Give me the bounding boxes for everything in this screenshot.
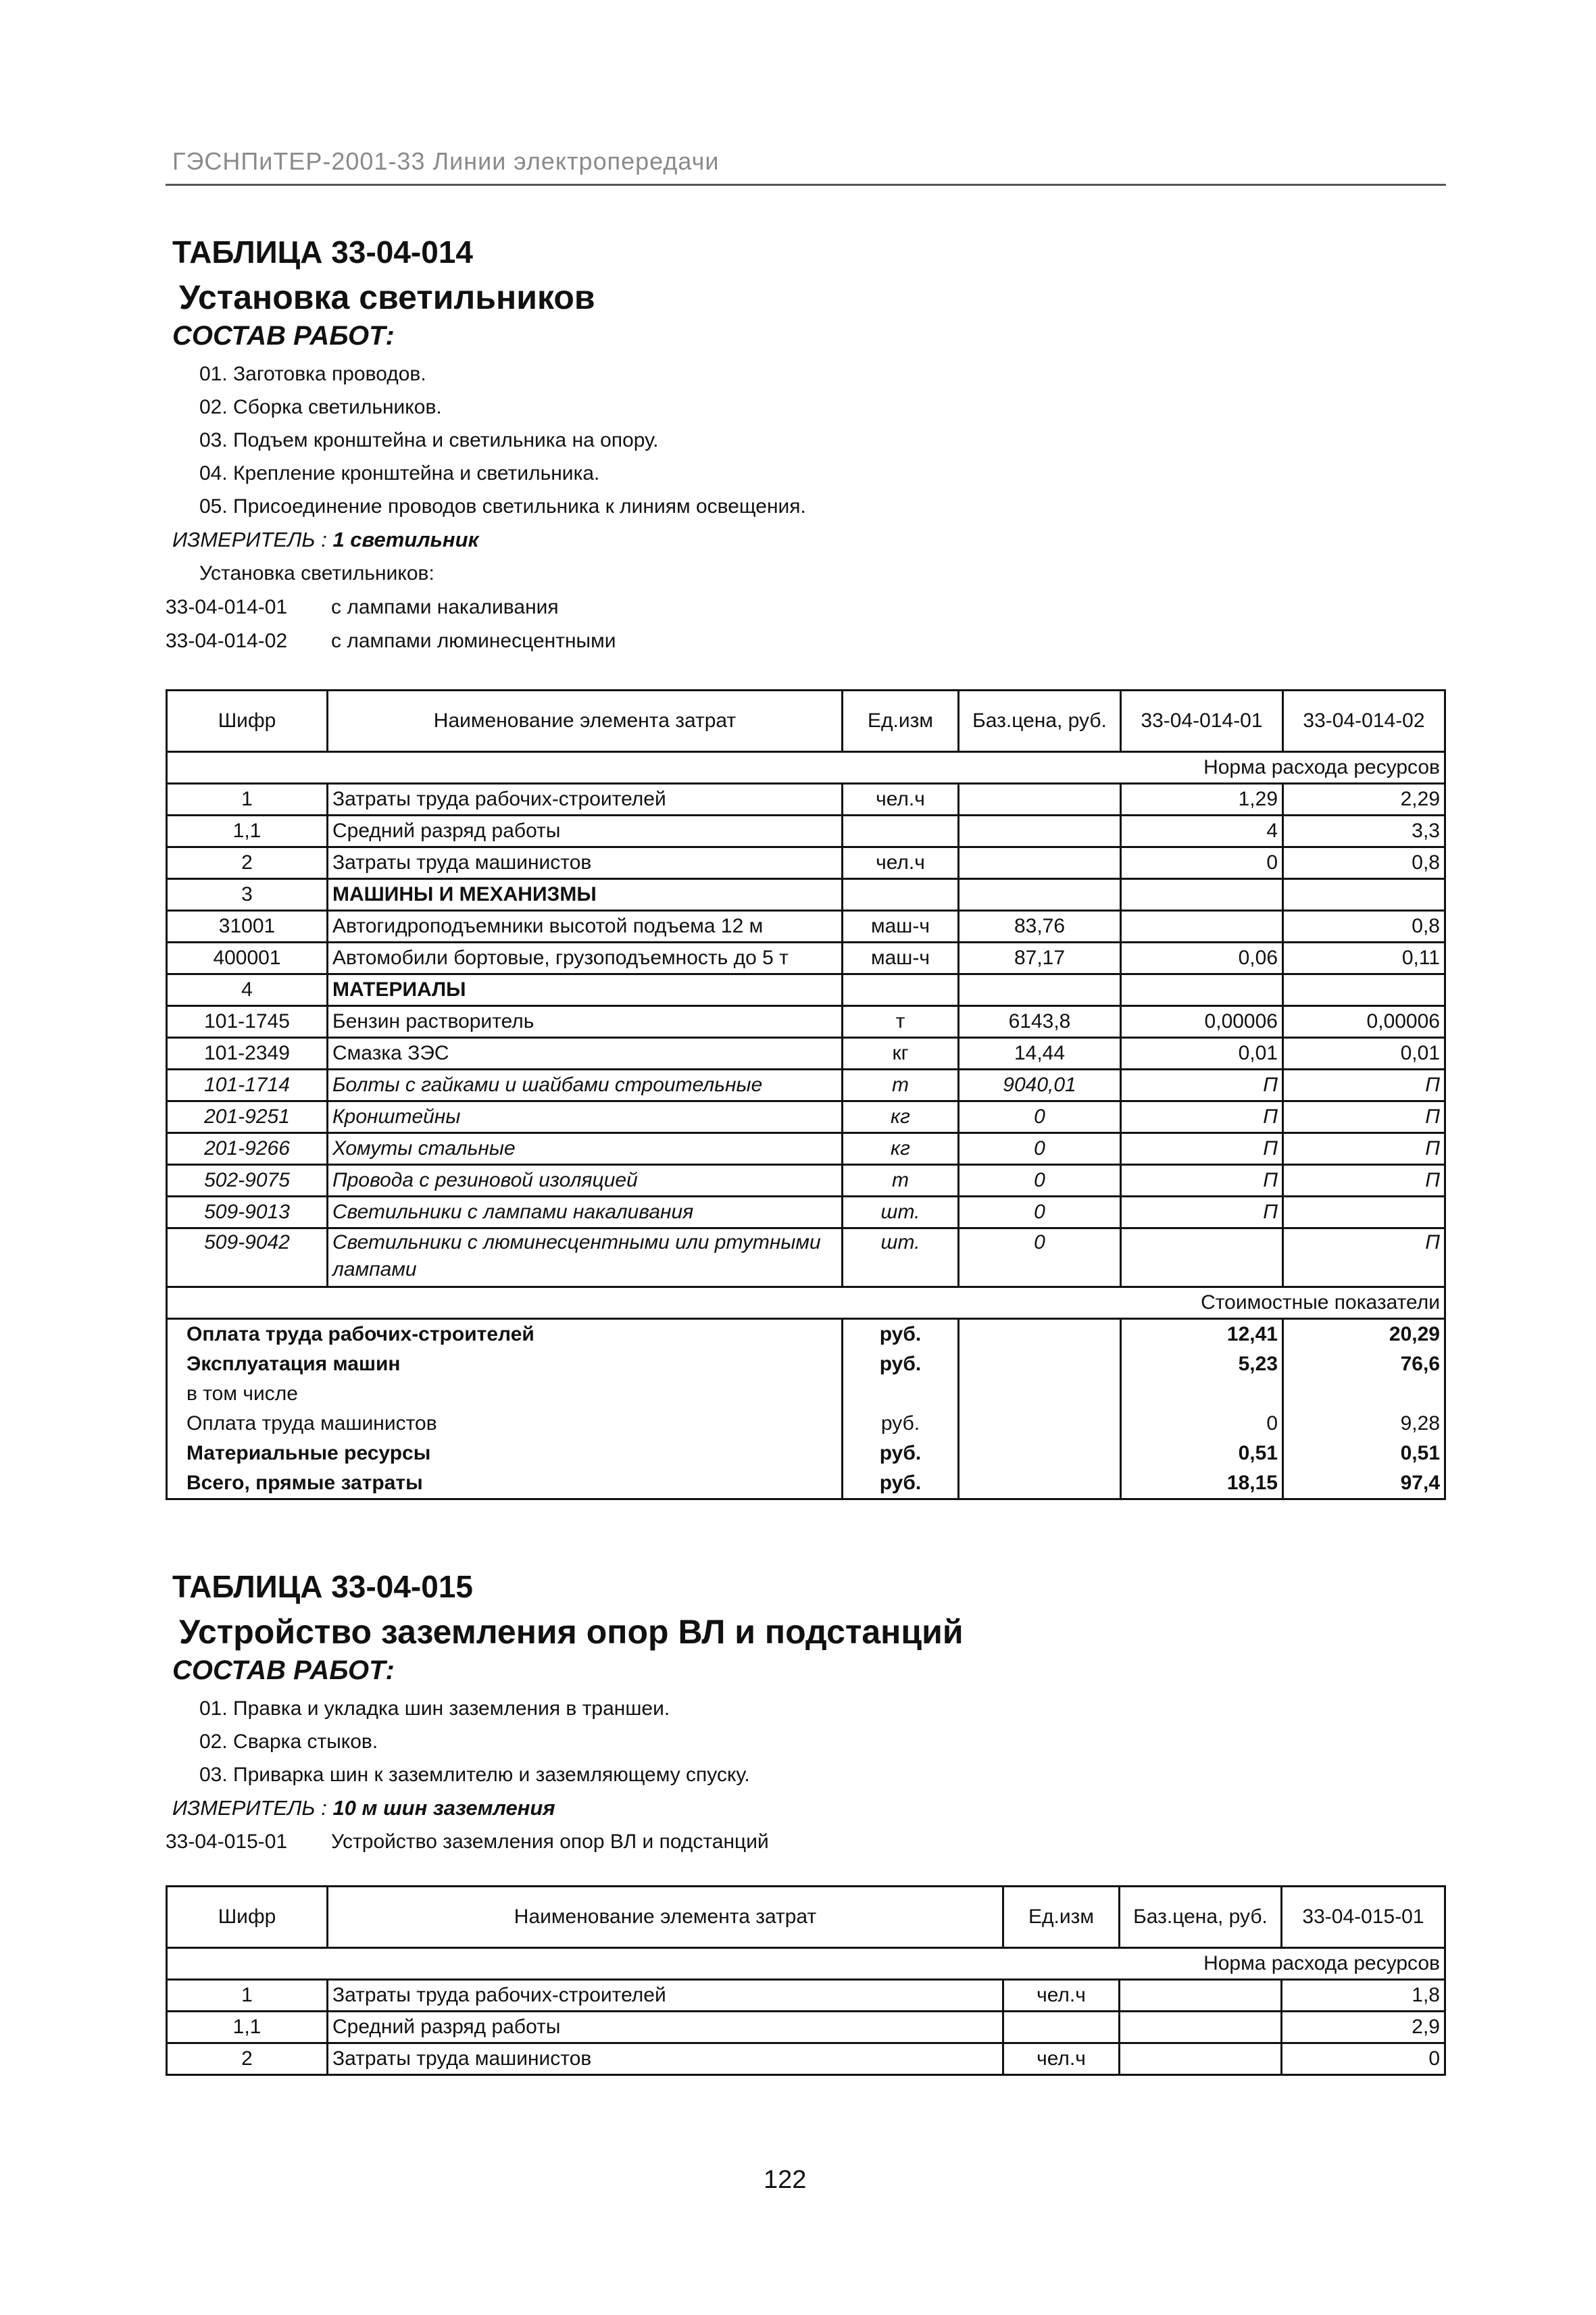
cost-price-empty [959,1468,1121,1499]
cell-variant-1: 0 [1282,2043,1445,2075]
cell-name: Смазка ЗЭС [328,1038,843,1070]
header-variant-1: 33-04-015-01 [1282,1887,1445,1948]
cell-name: Светильники с люминесцентными или ртутными лампами [328,1228,843,1287]
cell-code: 101-1714 [167,1070,328,1101]
cell-name: Провода с резиновой изоляцией [328,1165,843,1197]
cell-unit: кг [843,1038,959,1070]
cell-code: 101-1745 [167,1006,328,1038]
cell-price [1120,2043,1282,2075]
cell-variant-2: П [1283,1101,1445,1133]
cost-variant-2 [1283,1379,1445,1409]
cell-variant-1: П [1121,1101,1283,1133]
cell-variant-2 [1283,879,1445,911]
cost-variant-1: 0,51 [1121,1439,1283,1468]
cell-variant-1: П [1121,1197,1283,1228]
cell-variant-2 [1283,1197,1445,1228]
cell-variant-1: 1,29 [1121,784,1283,816]
cell-code: 3 [167,879,328,911]
work-steps-list [199,357,1449,523]
section-table-33-04-015 [166,1568,1449,1859]
cell-variant-1: 0,01 [1121,1038,1283,1070]
table-row [167,911,1445,943]
cell-code: 2 [167,847,328,879]
cell-unit [1003,2012,1120,2043]
header-price: Баз.цена, руб. [1120,1887,1282,1948]
cell-name: Автомобили бортовые, грузоподъемность до 5 т [328,943,843,974]
cell-variant-2: П [1283,1133,1445,1165]
measure-value: 1 светильник [332,528,479,551]
table-row [167,1980,1445,2012]
cost-row [167,1319,1445,1350]
measure-label: ИЗМЕРИТЕЛЬ : [172,528,327,551]
cost-label-row [167,1287,1445,1319]
cell-code: 101-2349 [167,1038,328,1070]
table-row [167,1133,1445,1165]
cell-variant-1: П [1121,1165,1283,1197]
cost-unit [843,1379,959,1409]
cell-price: 0 [959,1165,1121,1197]
cell-code: 31001 [167,911,328,943]
cell-variant-2: 0,11 [1283,943,1445,974]
cell-price [959,974,1121,1006]
header-rule [166,184,1446,186]
cell-unit [843,816,959,847]
cell-code: 400001 [167,943,328,974]
work-title: Устройство заземления опор ВЛ и подстанций [179,1613,964,1651]
cell-name: Средний разряд работы [328,816,843,847]
header-code: Шифр [167,1887,328,1948]
cost-name: Всего, прямые затраты [167,1468,843,1499]
cell-name: Затраты труда рабочих-строителей [328,784,843,816]
work-step: 03. Приварка шин к заземлителю и заземляющему спуску. [199,1764,750,1786]
cell-variant-1: 0 [1121,847,1283,879]
cost-unit: руб. [843,1409,959,1439]
section-table-33-04-014 [166,233,1449,658]
cell-variant-2: 3,3 [1283,816,1445,847]
cell-variant-1: 2,9 [1282,2012,1445,2043]
cell-unit: т [843,1165,959,1197]
cost-variant-1: 0 [1121,1409,1283,1439]
cost-unit: руб. [843,1468,959,1499]
cost-variant-2: 9,28 [1283,1409,1445,1439]
work-step: 01. Правка и укладка шин заземления в траншеи. [199,1697,670,1720]
cell-name: Затраты труда машинистов [328,847,843,879]
variant-item [166,1825,1449,1859]
table-row [167,1101,1445,1133]
cost-variant-2: 97,4 [1283,1468,1445,1499]
cost-price-empty [959,1379,1121,1409]
cell-variant-2: П [1283,1228,1445,1287]
cell-code: 4 [167,974,328,1006]
variant-item [166,591,1449,624]
cell-price [959,816,1121,847]
header-name: Наименование элемента затрат [328,1887,1003,1948]
cost-name: Оплата труда рабочих-строителей [167,1319,843,1350]
cell-price [959,879,1121,911]
norm-label: Норма расхода ресурсов [167,752,1445,784]
cell-unit: чел.ч [1003,1980,1120,2012]
table-title: ТАБЛИЦА 33-04-015 [172,1569,473,1604]
cell-variant-1: 4 [1121,816,1283,847]
work-steps-list [199,1692,1449,1791]
cell-unit: маш-ч [843,943,959,974]
table-row [167,1197,1445,1228]
cell-name: Автогидроподъемники высотой подъема 12 м [328,911,843,943]
measure-line [172,1791,1449,1825]
cell-price: 6143,8 [959,1006,1121,1038]
cost-row [167,1409,1445,1439]
measure-value: 10 м шин заземления [332,1796,555,1820]
cost-variant-2: 0,51 [1283,1439,1445,1468]
header-unit: Ед.изм [843,691,959,752]
cell-variant-1 [1121,974,1283,1006]
table-row [167,1070,1445,1101]
work-step: 01. Заготовка проводов. [199,363,426,385]
cell-unit: чел.ч [843,784,959,816]
cell-variant-1: 0,06 [1121,943,1283,974]
cell-name: МАШИНЫ И МЕХАНИЗМЫ [328,879,843,911]
header-price: Баз.цена, руб. [959,691,1121,752]
table-title: ТАБЛИЦА 33-04-014 [172,234,473,270]
cell-unit: чел.ч [843,847,959,879]
table-row [167,2043,1445,2075]
measure-label: ИЗМЕРИТЕЛЬ : [172,1796,327,1820]
cell-variant-1: П [1121,1133,1283,1165]
cell-code: 1,1 [167,816,328,847]
cell-unit: т [843,1006,959,1038]
cost-price-empty [959,1319,1121,1350]
work-composition-label: СОСТАВ РАБОТ: [172,1656,395,1685]
measure-line [172,523,1449,557]
table-row [167,1228,1445,1287]
cell-price: 14,44 [959,1038,1121,1070]
cost-row [167,1468,1445,1499]
cost-price-empty [959,1349,1121,1379]
cost-price-empty [959,1439,1121,1468]
cell-code: 1 [167,784,328,816]
cell-unit: кг [843,1133,959,1165]
table-row [167,1038,1445,1070]
cell-variant-1 [1121,1228,1283,1287]
work-step: 03. Подъем кронштейна и светильника на опору. [199,429,659,451]
cell-code: 201-9266 [167,1133,328,1165]
cell-unit: чел.ч [1003,2043,1120,2075]
cell-name: Хомуты стальные [328,1133,843,1165]
cell-price: 87,17 [959,943,1121,974]
cost-name: Оплата труда машинистов [167,1409,843,1439]
cell-code: 2 [167,2043,328,2075]
table-header-row [167,1887,1445,1948]
table-row [167,974,1445,1006]
cell-variant-2: 0,8 [1283,911,1445,943]
header-code: Шифр [167,691,328,752]
cell-price [1120,1980,1282,2012]
cell-variant-2: П [1283,1165,1445,1197]
cell-price: 83,76 [959,911,1121,943]
cell-name: Средний разряд работы [328,2012,1003,2043]
cell-price [1120,2012,1282,2043]
cell-variant-2: 0,01 [1283,1038,1445,1070]
cell-code: 509-9013 [167,1197,328,1228]
variant-code: 33-04-015-01 [166,1831,288,1853]
work-step: 05. Присоединение проводов светильника к линиям освещения. [199,495,806,518]
work-step: 02. Сварка стыков. [199,1731,378,1753]
variant-code: 33-04-014-01 [166,596,288,618]
table-row [167,847,1445,879]
variant-code: 33-04-014-02 [166,630,288,652]
cell-unit: маш-ч [843,911,959,943]
table-row [167,2012,1445,2043]
cell-price [959,784,1121,816]
norm-label-row [167,1948,1445,1980]
header-name: Наименование элемента затрат [328,691,843,752]
cell-code: 1,1 [167,2012,328,2043]
table-row [167,816,1445,847]
cell-name: МАТЕРИАЛЫ [328,974,843,1006]
cost-variant-1: 5,23 [1121,1349,1283,1379]
cost-row [167,1379,1445,1409]
cell-price [959,847,1121,879]
cell-name: Болты с гайками и шайбами строительные [328,1070,843,1101]
resource-table-33-04-014 [166,689,1446,1500]
cell-price: 0 [959,1133,1121,1165]
table-header-row [167,691,1445,752]
cost-unit: руб. [843,1439,959,1468]
cost-variant-2: 76,6 [1283,1349,1445,1379]
cost-variant-1: 18,15 [1121,1468,1283,1499]
cost-row [167,1349,1445,1379]
table-row [167,1165,1445,1197]
cell-variant-2: 0,00006 [1283,1006,1445,1038]
cell-variant-1 [1121,911,1283,943]
header-unit: Ед.изм [1003,1887,1120,1948]
cell-code: 502-9075 [167,1165,328,1197]
table-row [167,943,1445,974]
resource-table-33-04-015 [166,1885,1446,2076]
work-title: Установка светильников [179,278,595,316]
cost-variant-1: 12,41 [1121,1319,1283,1350]
table-row [167,879,1445,911]
cell-variant-2: 0,8 [1283,847,1445,879]
cell-name: Затраты труда машинистов [328,2043,1003,2075]
cost-name: в том числе [167,1379,843,1409]
cost-unit: руб. [843,1319,959,1350]
cell-code: 201-9251 [167,1101,328,1133]
cell-unit: шт. [843,1197,959,1228]
cell-unit: шт. [843,1228,959,1287]
work-step: 04. Крепление кронштейна и светильника. [199,462,600,484]
variant-text: Устройство заземления опор ВЛ и подстанций [331,1831,769,1853]
work-composition-label: СОСТАВ РАБОТ: [172,321,395,351]
cell-price: 9040,01 [959,1070,1121,1101]
cost-variant-1 [1121,1379,1283,1409]
cell-price: 0 [959,1197,1121,1228]
cell-name: Светильники с лампами накаливания [328,1197,843,1228]
cell-variant-2: П [1283,1070,1445,1101]
variant-text: с лампами накаливания [331,596,559,618]
variants-list [166,591,1449,658]
variant-text: с лампами люминесцентными [331,630,616,652]
cell-name: Затраты труда рабочих-строителей [328,1980,1003,2012]
cell-name: Кронштейны [328,1101,843,1133]
norm-label: Норма расхода ресурсов [167,1948,1445,1980]
header-variant-2: 33-04-014-02 [1283,691,1445,752]
cell-variant-2: 2,29 [1283,784,1445,816]
cell-name: Бензин растворитель [328,1006,843,1038]
header-variant-1: 33-04-014-01 [1121,691,1283,752]
cell-price: 0 [959,1228,1121,1287]
cell-code: 1 [167,1980,328,2012]
work-step: 02. Сборка светильников. [199,396,442,418]
cell-code: 509-9042 [167,1228,328,1287]
cell-variant-2 [1283,974,1445,1006]
page-number: 122 [764,2166,807,2194]
table-row [167,1006,1445,1038]
table-row [167,784,1445,816]
cell-unit [843,974,959,1006]
cost-unit: руб. [843,1349,959,1379]
variants-list [166,1825,1449,1859]
cell-price: 0 [959,1101,1121,1133]
running-header: ГЭСНПиТЕР-2001-33 Линии электропередачи [172,147,720,175]
cost-name: Материальные ресурсы [167,1439,843,1468]
cost-variant-2: 20,29 [1283,1319,1445,1350]
cost-price-empty [959,1409,1121,1439]
cell-variant-1 [1121,879,1283,911]
cell-variant-1: 0,00006 [1121,1006,1283,1038]
cost-row [167,1439,1445,1468]
cell-unit: т [843,1070,959,1101]
cost-label: Стоимостные показатели [167,1287,1445,1319]
cost-name: Эксплуатация машин [167,1349,843,1379]
cell-variant-1: П [1121,1070,1283,1101]
cell-variant-1: 1,8 [1282,1980,1445,2012]
cell-unit [843,879,959,911]
norm-label-row [167,752,1445,784]
variants-intro: Установка светильников: [199,562,434,584]
cell-unit: кг [843,1101,959,1133]
variant-item [166,624,1449,658]
